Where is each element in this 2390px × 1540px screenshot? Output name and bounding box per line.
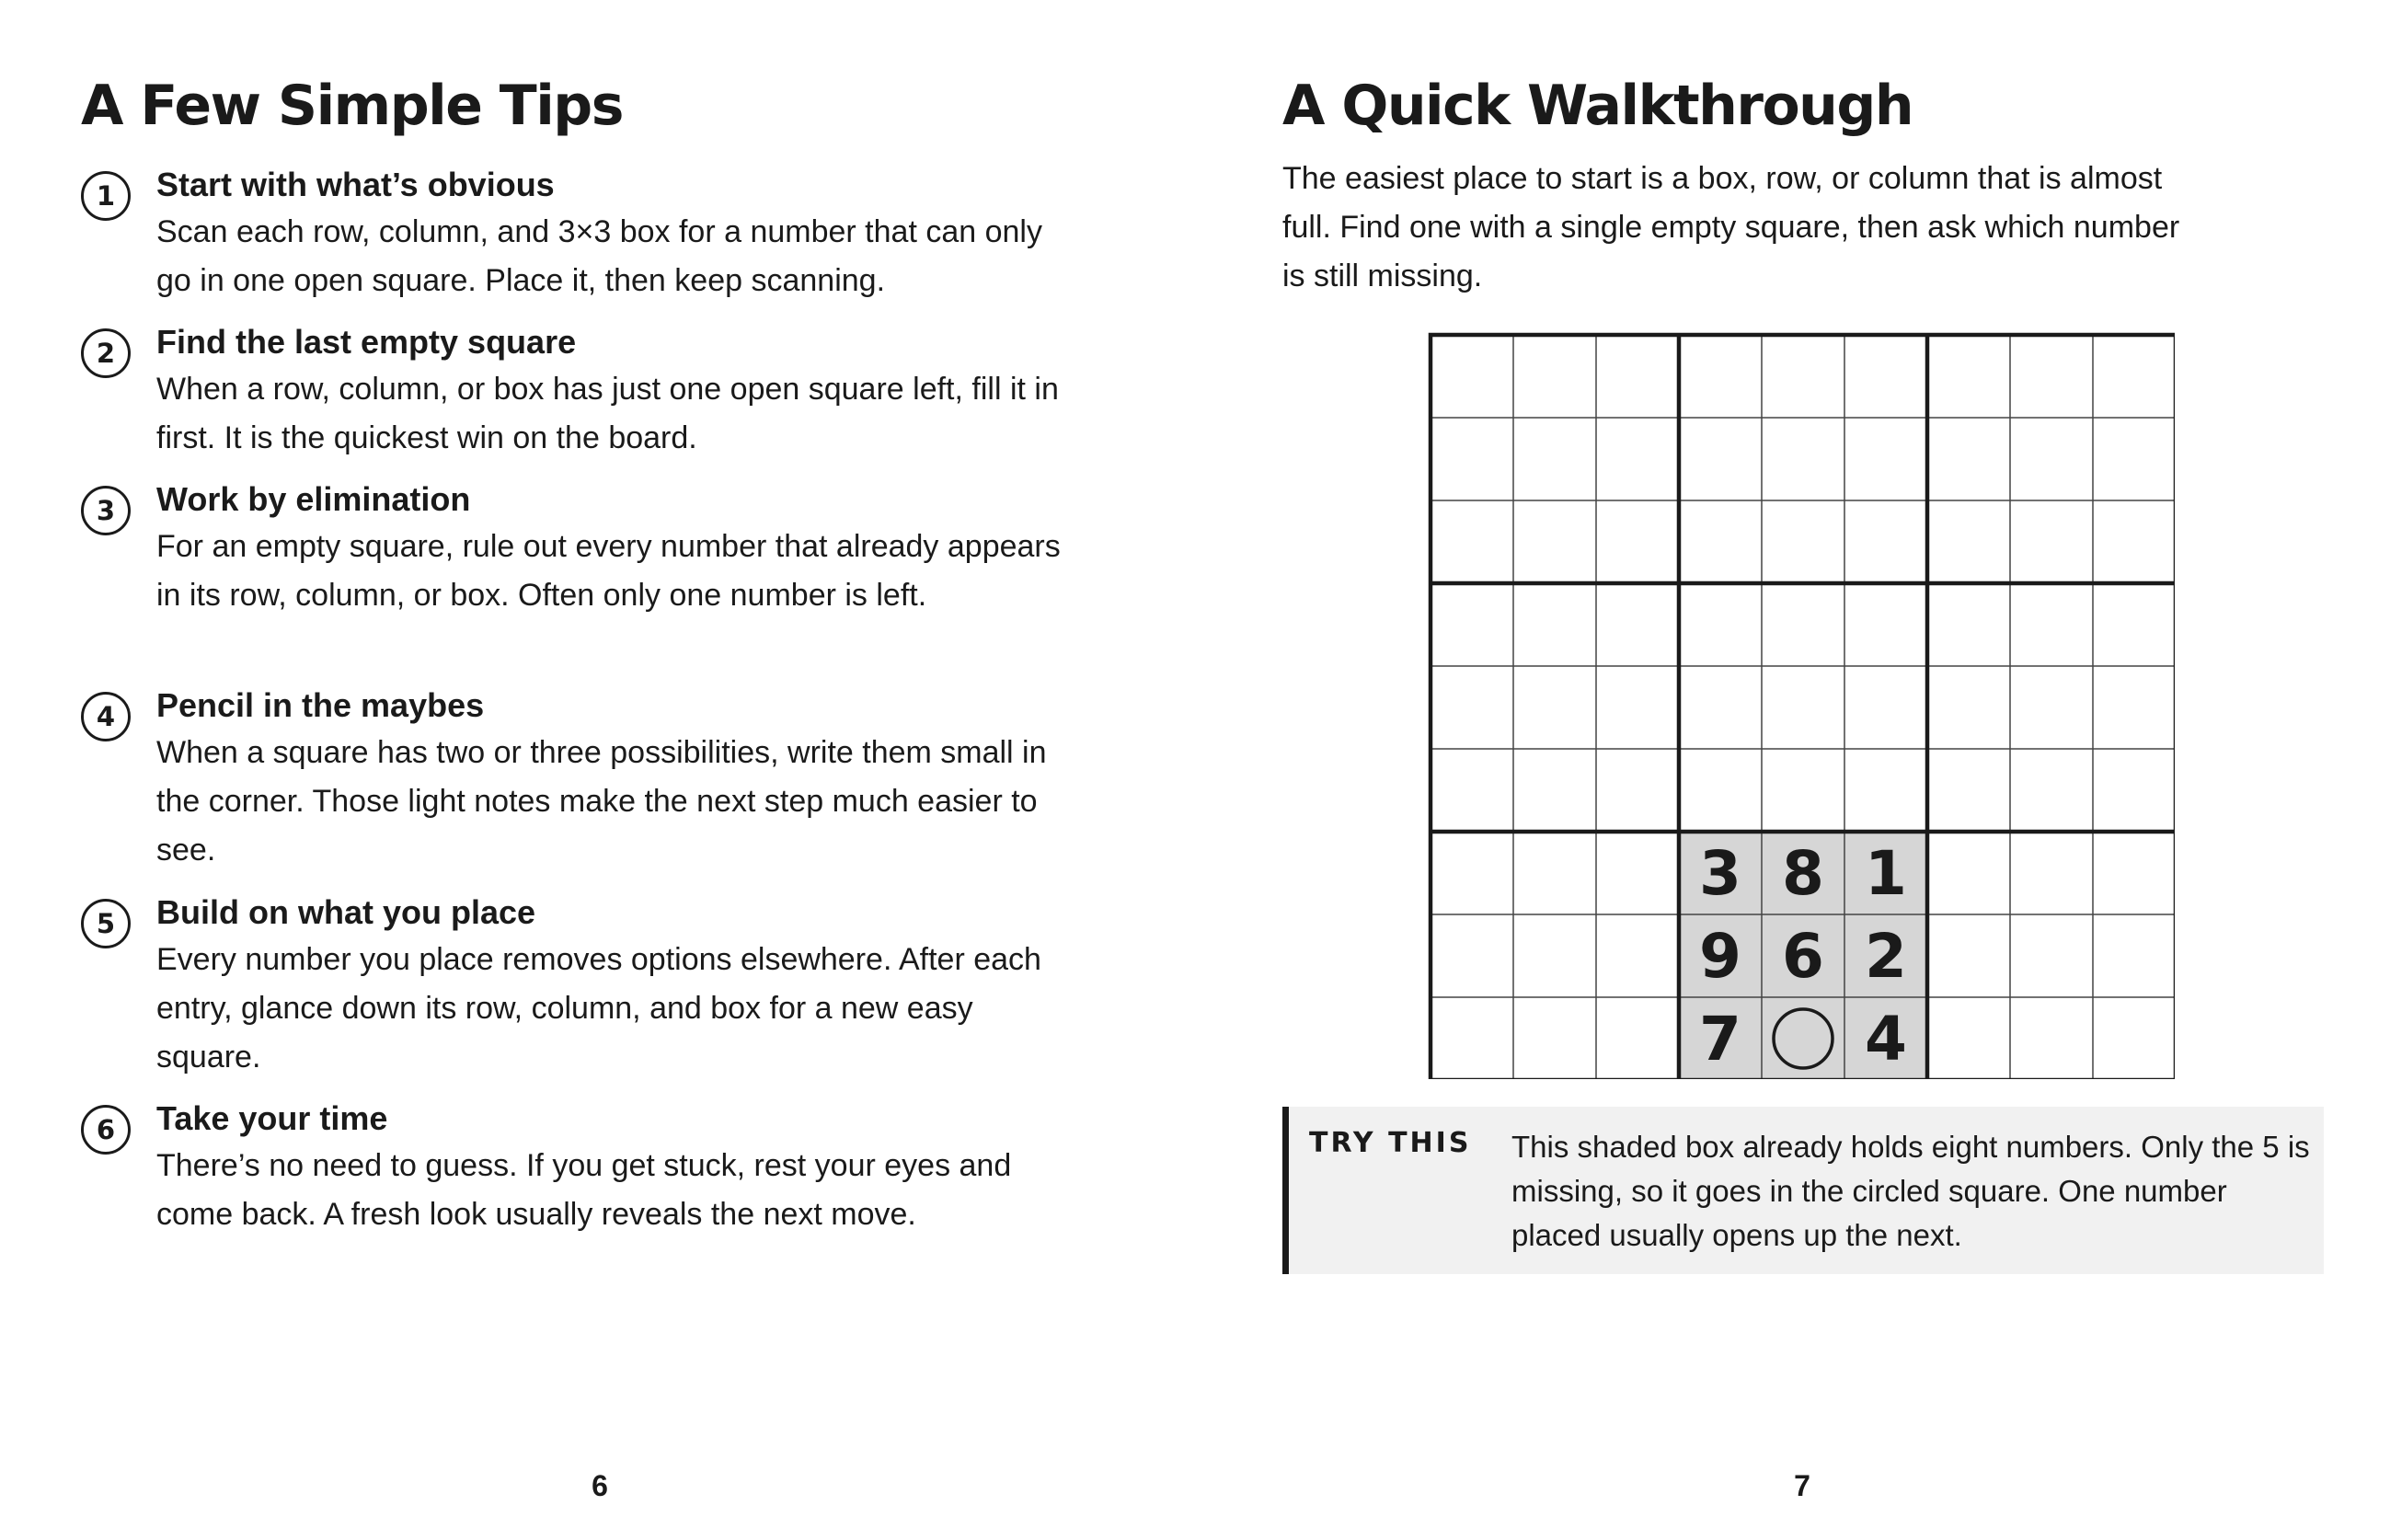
tip-title: Find the last empty square (156, 323, 577, 361)
grid-digit: 3 (1699, 838, 1741, 909)
page-number: 7 (1794, 1469, 1810, 1502)
tip-title: Start with what’s obvious (156, 166, 555, 203)
tip-number-badge: 5 (81, 899, 131, 948)
tip-body: When a row, column, or box has just one open square left, fill it in first. It is the quickest win on the board. (156, 372, 1059, 455)
tip-body: Every number you place removes options elsewhere. After each entry, glance down its row, column, and box for a new easy square. (156, 942, 1041, 1075)
right-page (1195, 0, 2390, 1540)
sudoku-grid (1428, 332, 2175, 1079)
tip-body: There’s no need to guess. If you get stuck, rest your eyes and come back. A fresh look usually reveals the next move. (156, 1148, 1012, 1232)
tip-number-badge: 6 (81, 1105, 131, 1155)
tip-body: For an empty square, rule out every number that already appears in its row, column, or box. Often only one number is left. (156, 529, 1061, 613)
callout-text: This shaded box already holds eight numbers. Only the 5 is missing, so it goes in the circled square. One number placed usually opens up the next. (1511, 1130, 2310, 1252)
page-number: 6 (592, 1469, 608, 1502)
tip-number-badge: 1 (81, 171, 131, 221)
tips-title: A Few Simple Tips (81, 74, 623, 138)
tip-title: Work by elimination (156, 480, 471, 518)
tip-body: When a square has two or three possibilities, write them small in the corner. Those light notes make the next step much easier to see. (156, 735, 1047, 868)
grid-digit: 9 (1699, 921, 1741, 992)
tip-title: Build on what you place (156, 893, 536, 931)
walkthrough-intro: The easiest place to start is a box, row, or column that is almost full. Find one with a single empty square, then ask which number is still missing. (1282, 161, 2180, 293)
tip-number-badge: 4 (81, 692, 131, 741)
tip-number-badge: 3 (81, 486, 131, 535)
grid-digit: 6 (1782, 921, 1824, 992)
tip-title: Pencil in the maybes (156, 686, 485, 724)
grid-digit: 8 (1782, 838, 1824, 909)
grid-digit: 4 (1865, 1004, 1907, 1075)
tip-body: Scan each row, column, and 3×3 box for a number that can only go in one open square. Place it, then keep scanning. (156, 214, 1042, 298)
walkthrough-title: A Quick Walkthrough (1282, 74, 1913, 138)
grid-digit: 1 (1865, 838, 1907, 909)
try-this-callout (1282, 1107, 2324, 1274)
grid-digit: 7 (1699, 1004, 1741, 1075)
tip-title: Take your time (156, 1099, 388, 1137)
tip-number-badge: 2 (81, 328, 131, 378)
callout-label: TRY THIS (1309, 1127, 1472, 1159)
grid-digit: 2 (1865, 921, 1907, 992)
